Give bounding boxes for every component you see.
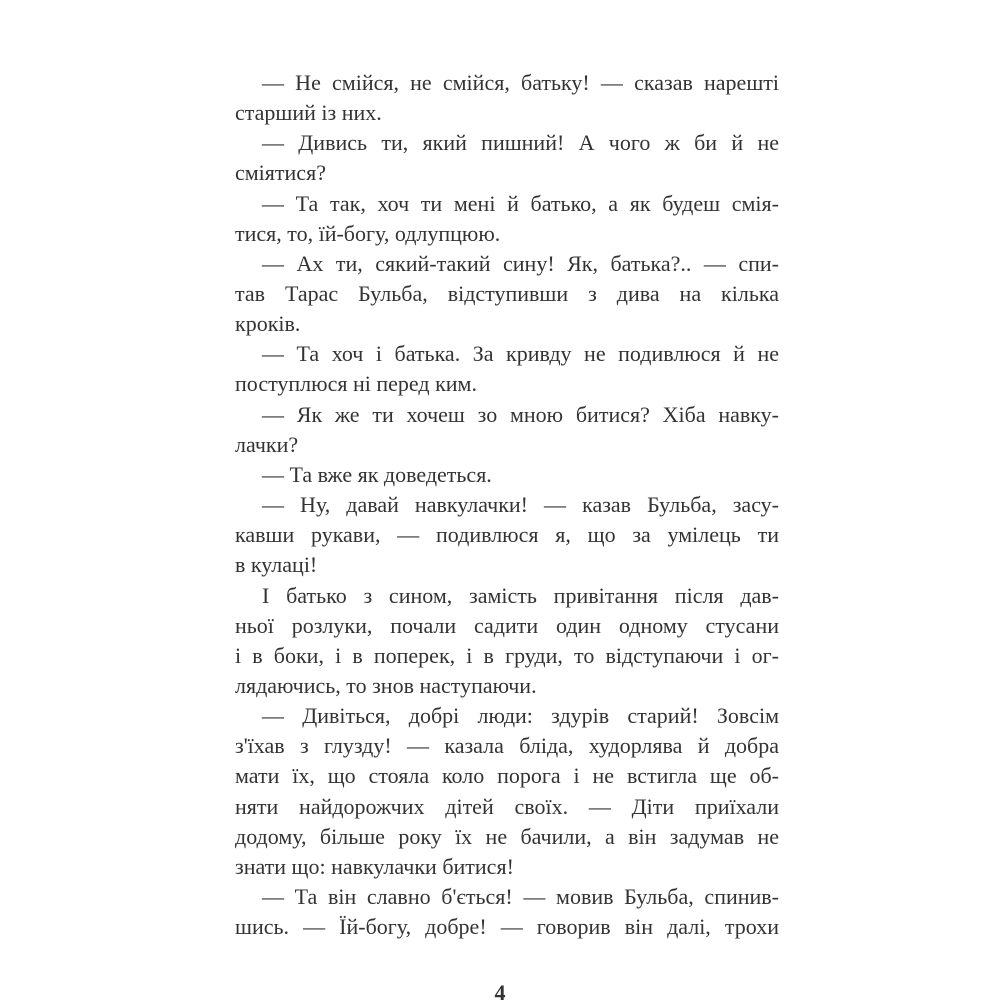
paragraph bbox=[235, 68, 779, 128]
paragraph bbox=[235, 189, 779, 249]
text-line: — Як же ти хочеш зо мною битися? Хіба навку- bbox=[262, 401, 779, 427]
text-line: — Ах ти, сякий-такий сину! Як, батька?.. — спи- bbox=[262, 250, 779, 276]
paragraph bbox=[235, 882, 779, 942]
text-line: — Та хоч і батька. За кривду не подивлюся й не bbox=[262, 341, 779, 367]
text-line: поступлюся ні перед ким. bbox=[235, 371, 477, 397]
text-line: сміятися? bbox=[235, 160, 326, 186]
paragraph bbox=[235, 460, 779, 490]
text-line: — Дивись ти, який пишний! А чого ж би й не bbox=[262, 130, 779, 156]
text-line: — Та вже як доведеться. bbox=[262, 461, 492, 487]
paragraph bbox=[235, 249, 779, 339]
text-line: лачки? bbox=[235, 431, 299, 457]
text-line: додому, більше року їх не бачили, а він задумав не bbox=[235, 823, 779, 849]
paragraph bbox=[235, 490, 779, 580]
text-line: няти найдорожчих дітей своїх. — Діти приїхали bbox=[235, 793, 779, 819]
page-number: 4 bbox=[494, 980, 506, 1005]
text-line: ньої розлуки, почали садити один одному стусани bbox=[235, 612, 779, 638]
text-line: тав Тарас Бульба, відступивши з дива на кілька bbox=[235, 281, 779, 307]
paragraph bbox=[235, 128, 779, 188]
text-line: І батько з сином, замість привітання після дав- bbox=[262, 582, 779, 608]
paragraph bbox=[235, 701, 779, 882]
text-line: знати що: навкулачки битися! bbox=[235, 853, 514, 879]
paragraph bbox=[235, 400, 779, 460]
text-line: шись. — Їй-богу, добре! — говорив він далі, трохи bbox=[235, 914, 779, 940]
text-line: кроків. bbox=[235, 311, 301, 337]
text-line: — Та так, хоч ти мені й батько, а як будеш смія- bbox=[262, 190, 779, 216]
text-line: — Ну, давай навкулачки! — казав Бульба, засу- bbox=[262, 492, 779, 518]
text-line: лядаючись, то знов наступаючи. bbox=[235, 672, 537, 698]
text-line: кавши рукави, — подивлюся я, що за умілець ти bbox=[235, 522, 779, 548]
text-line: з'їхав з глузду! — казала бліда, худорлява й добра bbox=[235, 733, 779, 759]
text-line: тися, то, їй-богу, одлупцюю. bbox=[235, 220, 501, 246]
text-line: — Та він славно б'ється! — мовив Бульба, спинив- bbox=[262, 883, 779, 909]
text-line: — Дивіться, добрі люди: здурів старий! Зовсім bbox=[262, 703, 779, 729]
text-line: в кулаці! bbox=[235, 552, 318, 578]
text-line: мати їх, що стояла коло порога і не встигла ще об- bbox=[235, 763, 779, 789]
paragraph bbox=[235, 581, 779, 702]
text-line: — Не смійся, не смійся, батьку! — сказав нарешті bbox=[262, 70, 779, 95]
page-body-text bbox=[235, 68, 779, 942]
paragraph bbox=[235, 339, 779, 399]
text-line: і в боки, і в поперек, і в груди, то відступаючи і ог- bbox=[235, 642, 779, 668]
text-line: старший із них. bbox=[235, 100, 382, 126]
